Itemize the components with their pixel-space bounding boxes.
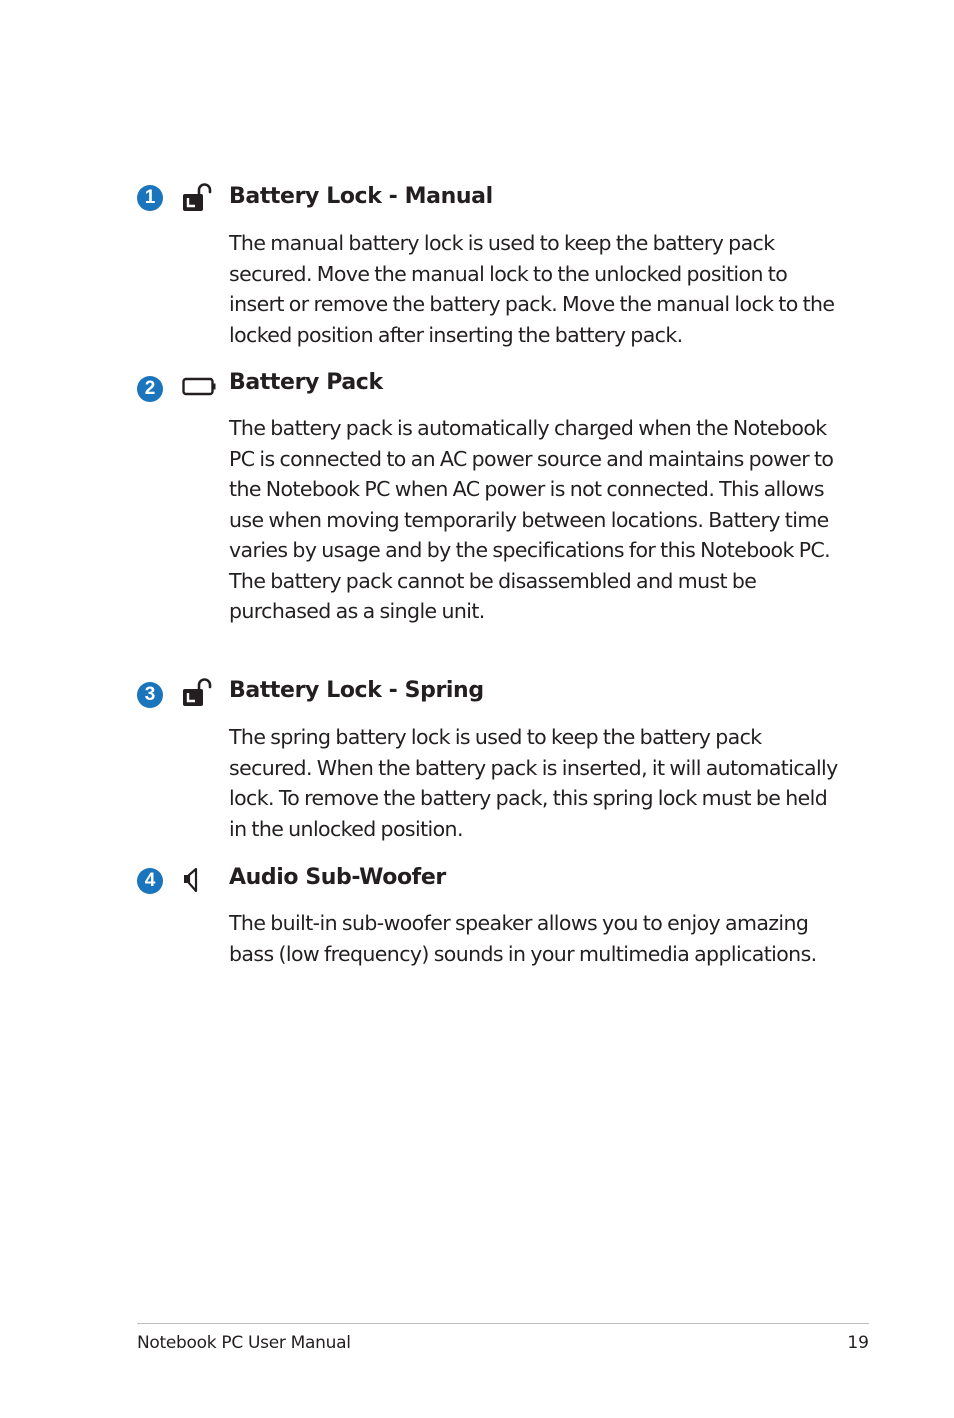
number-badge: 3 <box>137 682 163 708</box>
section-description: The spring battery lock is used to keep the battery pack secured. When the battery pack is inserted, it will automatically lock. To remove the battery pack, this spring lock must be held in the unlocked position. <box>229 725 838 841</box>
section-description: The battery pack is automatically charged when the Notebook PC is connected to an AC power source and maintains power to the Notebook PC when AC power is not connected. This allows use when moving temporarily between locations. Battery time varies by usage and by the specifications for this Notebook PC. The battery pack cannot be disassembled and must be purchased as a single unit. <box>229 416 834 623</box>
section-description: The manual battery lock is used to keep the battery pack secured. Move the manual lock to the unlocked position to insert or remove the battery pack. Move the manual lock to the locked position after inserting the battery pack. <box>229 231 835 347</box>
speaker-icon <box>181 865 217 895</box>
section-title: Battery Lock - Spring <box>229 678 484 703</box>
section-description: The built-in sub-woofer speaker allows you to enjoy amazing bass (low frequency) sounds in your multimedia applications. <box>229 911 817 966</box>
lock-open-icon <box>181 183 217 213</box>
footer-divider <box>137 1323 869 1324</box>
battery-icon <box>181 373 217 403</box>
number-badge: 2 <box>137 376 163 402</box>
footer-manual-title: Notebook PC User Manual <box>137 1333 351 1353</box>
section-title: Audio Sub-Woofer <box>229 865 446 890</box>
section-title: Battery Lock - Manual <box>229 184 493 209</box>
lock-open-icon <box>181 678 217 708</box>
number-badge: 4 <box>137 868 163 894</box>
section-title: Battery Pack <box>229 370 383 395</box>
number-badge: 1 <box>137 185 163 211</box>
page-number: 19 <box>847 1333 869 1353</box>
